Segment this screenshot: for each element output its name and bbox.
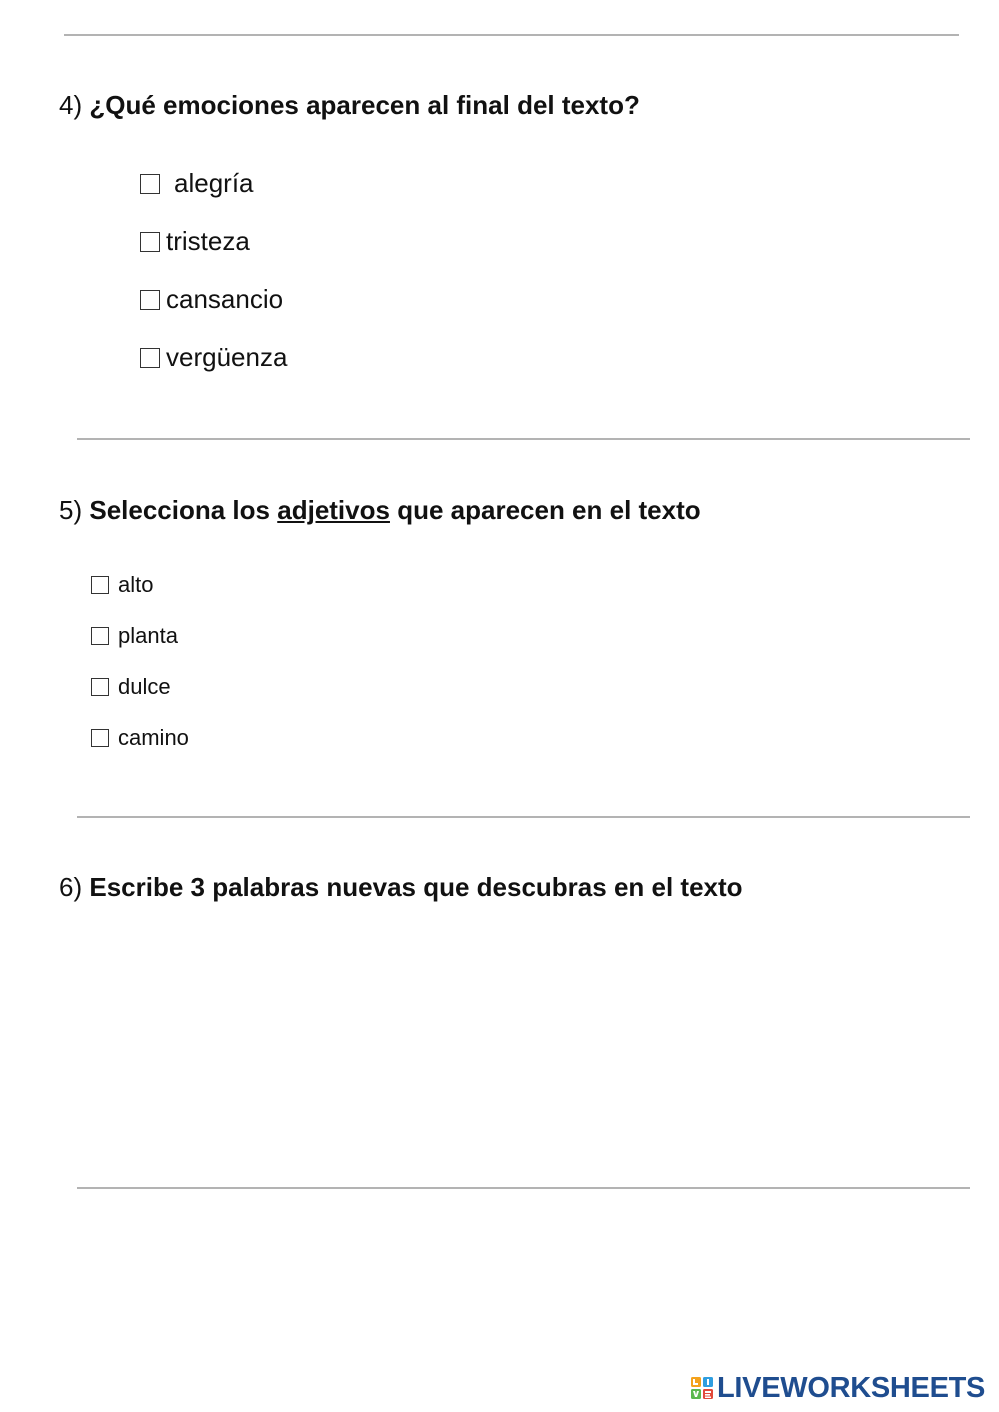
- option-alegria[interactable]: [140, 168, 254, 199]
- underlined-keyword: adjetivos: [277, 495, 390, 525]
- option-label: dulce: [118, 674, 171, 699]
- option-planta[interactable]: [91, 623, 178, 649]
- logo-text: LIVEWORKSHEETS: [717, 1372, 986, 1404]
- option-label: alto: [118, 572, 154, 597]
- divider-after-q5: [77, 816, 970, 818]
- question-4: [59, 90, 640, 120]
- question-text: Escribe 3 palabras nuevas que descubras en el texto: [89, 872, 743, 902]
- option-label: vergüenza: [166, 342, 288, 372]
- divider-top: [64, 34, 959, 36]
- divider-after-q6: [77, 1187, 970, 1189]
- question-6: [59, 872, 743, 902]
- option-cansancio[interactable]: [140, 284, 283, 315]
- option-label: tristeza: [166, 226, 250, 256]
- option-label: cansancio: [166, 284, 284, 314]
- question-text-start: Selecciona los: [89, 495, 271, 525]
- option-label: planta: [118, 623, 178, 648]
- option-tristeza[interactable]: [140, 226, 250, 257]
- checkbox[interactable]: [140, 290, 160, 310]
- liveworksheets-logo: [690, 1372, 985, 1404]
- question-number: 5): [59, 495, 83, 525]
- option-label: camino: [118, 725, 189, 750]
- checkbox[interactable]: [140, 174, 160, 194]
- question-text: [89, 495, 700, 525]
- checkbox[interactable]: [91, 729, 109, 747]
- option-label: alegría: [174, 168, 254, 198]
- question-text: ¿Qué emociones aparecen al final del texto?: [89, 90, 640, 120]
- divider-after-q4: [77, 438, 970, 440]
- checkbox[interactable]: [91, 627, 109, 645]
- option-camino[interactable]: [91, 725, 189, 751]
- liveworksheets-logo-icon: [690, 1376, 714, 1400]
- checkbox[interactable]: [140, 232, 160, 252]
- option-dulce[interactable]: [91, 674, 171, 700]
- option-verguenza[interactable]: [140, 342, 287, 373]
- question-number: 4): [59, 90, 83, 120]
- checkbox[interactable]: [140, 348, 160, 368]
- answer-area[interactable]: [77, 930, 970, 1170]
- option-alto[interactable]: [91, 572, 153, 598]
- question-number: 6): [59, 872, 83, 902]
- checkbox[interactable]: [91, 576, 109, 594]
- question-5: [59, 495, 701, 525]
- question-text-end: que aparecen en el texto: [397, 495, 701, 525]
- checkbox[interactable]: [91, 678, 109, 696]
